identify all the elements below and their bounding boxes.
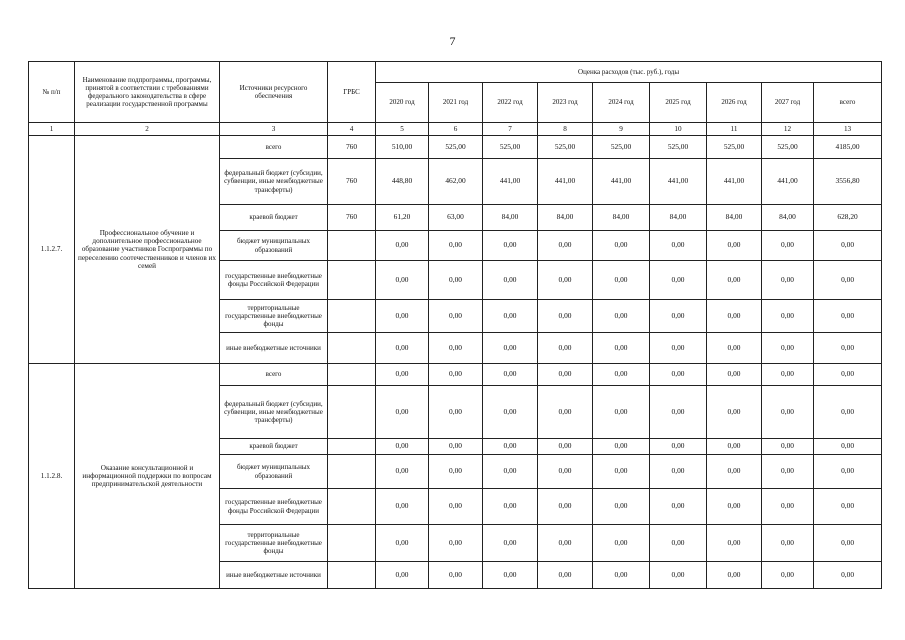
year-value-cell: 441,00 bbox=[483, 159, 538, 205]
year-value-cell: 0,00 bbox=[650, 261, 707, 300]
year-value-cell: 0,00 bbox=[707, 231, 762, 261]
funding-source: иные внебюджетные источники bbox=[220, 562, 328, 589]
year-value-cell: 0,00 bbox=[762, 489, 814, 525]
grbs-code bbox=[328, 439, 376, 455]
table-header bbox=[29, 62, 882, 136]
column-number: 12 bbox=[762, 123, 814, 136]
year-value-cell: 0,00 bbox=[593, 231, 650, 261]
year-value-cell: 441,00 bbox=[593, 159, 650, 205]
grbs-code bbox=[328, 261, 376, 300]
grbs-code bbox=[328, 364, 376, 386]
year-value-cell: 510,00 bbox=[376, 136, 429, 159]
year-value-cell: 0,00 bbox=[762, 455, 814, 489]
year-value-cell: 0,00 bbox=[593, 489, 650, 525]
year-value-cell: 0,00 bbox=[538, 439, 593, 455]
year-value-cell: 0,00 bbox=[429, 489, 483, 525]
total-cell: 0,00 bbox=[814, 525, 882, 562]
year-value-cell: 0,00 bbox=[650, 439, 707, 455]
funding-source: всего bbox=[220, 364, 328, 386]
year-value-cell: 0,00 bbox=[762, 300, 814, 333]
year-value-cell: 0,00 bbox=[483, 300, 538, 333]
year-value-cell: 84,00 bbox=[593, 205, 650, 231]
year-value-cell: 0,00 bbox=[429, 231, 483, 261]
year-value-cell: 0,00 bbox=[538, 300, 593, 333]
total-cell: 0,00 bbox=[814, 231, 882, 261]
year-value-cell: 0,00 bbox=[376, 525, 429, 562]
table-body bbox=[29, 136, 882, 589]
year-value-cell: 0,00 bbox=[650, 489, 707, 525]
year-value-cell: 0,00 bbox=[429, 525, 483, 562]
year-value-cell: 441,00 bbox=[707, 159, 762, 205]
funding-source: федеральный бюджет (субсидии, субвенции, иные межбюджетные трансферты) bbox=[220, 159, 328, 205]
total-cell: 0,00 bbox=[814, 455, 882, 489]
year-value-cell: 0,00 bbox=[376, 231, 429, 261]
year-value-cell: 0,00 bbox=[762, 562, 814, 589]
year-value-cell: 0,00 bbox=[429, 261, 483, 300]
year-value-cell: 0,00 bbox=[376, 300, 429, 333]
total-cell: 0,00 bbox=[814, 439, 882, 455]
year-value-cell: 0,00 bbox=[483, 489, 538, 525]
grbs-code: 760 bbox=[328, 205, 376, 231]
year-value-cell: 448,80 bbox=[376, 159, 429, 205]
table-row bbox=[29, 136, 882, 159]
year-value-cell: 0,00 bbox=[376, 333, 429, 364]
year-value-cell: 0,00 bbox=[762, 525, 814, 562]
item-code: 1.1.2.7. bbox=[29, 136, 75, 364]
header-year: 2026 год bbox=[707, 83, 762, 123]
year-value-cell: 84,00 bbox=[707, 205, 762, 231]
year-value-cell: 61,20 bbox=[376, 205, 429, 231]
total-cell: 4185,00 bbox=[814, 136, 882, 159]
item-name: Профессиональное обучение и дополнительное профессиональное образование участников Госпрограммы по переселению соотечественников и членов их семей bbox=[75, 136, 220, 364]
column-number: 3 bbox=[220, 123, 328, 136]
year-value-cell: 441,00 bbox=[538, 159, 593, 205]
year-value-cell: 0,00 bbox=[650, 455, 707, 489]
column-number: 4 bbox=[328, 123, 376, 136]
grbs-code bbox=[328, 525, 376, 562]
year-value-cell: 0,00 bbox=[707, 300, 762, 333]
funding-source: всего bbox=[220, 136, 328, 159]
year-value-cell: 0,00 bbox=[376, 386, 429, 439]
total-cell: 0,00 bbox=[814, 364, 882, 386]
year-value-cell: 525,00 bbox=[707, 136, 762, 159]
year-value-cell: 0,00 bbox=[762, 364, 814, 386]
year-value-cell: 0,00 bbox=[376, 489, 429, 525]
grbs-code bbox=[328, 562, 376, 589]
funding-source: иные внебюджетные источники bbox=[220, 333, 328, 364]
total-cell: 0,00 bbox=[814, 261, 882, 300]
year-value-cell: 0,00 bbox=[593, 261, 650, 300]
year-value-cell: 0,00 bbox=[483, 439, 538, 455]
year-value-cell: 0,00 bbox=[483, 455, 538, 489]
column-number: 8 bbox=[538, 123, 593, 136]
year-value-cell: 0,00 bbox=[429, 333, 483, 364]
year-value-cell: 0,00 bbox=[650, 333, 707, 364]
total-cell: 0,00 bbox=[814, 489, 882, 525]
grbs-code bbox=[328, 455, 376, 489]
header-year: 2022 год bbox=[483, 83, 538, 123]
year-value-cell: 525,00 bbox=[538, 136, 593, 159]
budget-table bbox=[28, 61, 882, 589]
column-number: 5 bbox=[376, 123, 429, 136]
year-value-cell: 0,00 bbox=[762, 386, 814, 439]
year-value-cell: 0,00 bbox=[707, 333, 762, 364]
year-value-cell: 0,00 bbox=[538, 386, 593, 439]
year-value-cell: 0,00 bbox=[538, 455, 593, 489]
funding-source: государственные внебюджетные фонды Российской Федерации bbox=[220, 489, 328, 525]
year-value-cell: 0,00 bbox=[707, 562, 762, 589]
year-value-cell: 0,00 bbox=[429, 300, 483, 333]
total-cell: 3556,80 bbox=[814, 159, 882, 205]
year-value-cell: 63,00 bbox=[429, 205, 483, 231]
year-value-cell: 0,00 bbox=[483, 386, 538, 439]
year-value-cell: 462,00 bbox=[429, 159, 483, 205]
year-value-cell: 441,00 bbox=[762, 159, 814, 205]
header-num: № п/п bbox=[29, 62, 75, 123]
column-number: 1 bbox=[29, 123, 75, 136]
year-value-cell: 84,00 bbox=[650, 205, 707, 231]
header-grbs: ГРБС bbox=[328, 62, 376, 123]
total-cell: 628,20 bbox=[814, 205, 882, 231]
funding-source: государственные внебюджетные фонды Российской Федерации bbox=[220, 261, 328, 300]
year-value-cell: 0,00 bbox=[593, 300, 650, 333]
funding-source: федеральный бюджет (субсидии, субвенции, иные межбюджетные трансферты) bbox=[220, 386, 328, 439]
table-row bbox=[29, 364, 882, 386]
header-estimate: Оценка расходов (тыс. руб.), годы bbox=[376, 62, 882, 83]
year-value-cell: 0,00 bbox=[707, 489, 762, 525]
year-value-cell: 525,00 bbox=[593, 136, 650, 159]
funding-source: территориальные государственные внебюджетные фонды bbox=[220, 300, 328, 333]
year-value-cell: 84,00 bbox=[483, 205, 538, 231]
year-value-cell: 0,00 bbox=[538, 562, 593, 589]
total-cell: 0,00 bbox=[814, 300, 882, 333]
funding-source: территориальные государственные внебюджетные фонды bbox=[220, 525, 328, 562]
year-value-cell: 0,00 bbox=[538, 261, 593, 300]
year-value-cell: 0,00 bbox=[593, 333, 650, 364]
header-year: 2027 год bbox=[762, 83, 814, 123]
year-value-cell: 0,00 bbox=[650, 562, 707, 589]
year-value-cell: 0,00 bbox=[707, 261, 762, 300]
column-number: 6 bbox=[429, 123, 483, 136]
year-value-cell: 441,00 bbox=[650, 159, 707, 205]
grbs-code bbox=[328, 300, 376, 333]
year-value-cell: 0,00 bbox=[538, 231, 593, 261]
total-cell: 0,00 bbox=[814, 386, 882, 439]
year-value-cell: 0,00 bbox=[650, 300, 707, 333]
year-value-cell: 0,00 bbox=[650, 231, 707, 261]
header-year: 2024 год bbox=[593, 83, 650, 123]
total-cell: 0,00 bbox=[814, 333, 882, 364]
year-value-cell: 0,00 bbox=[376, 439, 429, 455]
header-name: Наименование подпрограммы, программы, принятой в соответствии с требованиями федерального законодательства в сфере реализации государственной программы bbox=[75, 62, 220, 123]
year-value-cell: 525,00 bbox=[429, 136, 483, 159]
year-value-cell: 0,00 bbox=[483, 562, 538, 589]
year-value-cell: 0,00 bbox=[376, 455, 429, 489]
header-sources: Источники ресурсного обеспечения bbox=[220, 62, 328, 123]
page-number: 7 bbox=[449, 34, 456, 48]
year-value-cell: 0,00 bbox=[762, 333, 814, 364]
column-number: 10 bbox=[650, 123, 707, 136]
year-value-cell: 84,00 bbox=[538, 205, 593, 231]
year-value-cell: 0,00 bbox=[593, 562, 650, 589]
year-value-cell: 0,00 bbox=[650, 364, 707, 386]
year-value-cell: 0,00 bbox=[538, 364, 593, 386]
year-value-cell: 0,00 bbox=[429, 439, 483, 455]
year-value-cell: 0,00 bbox=[376, 562, 429, 589]
year-value-cell: 0,00 bbox=[538, 489, 593, 525]
total-cell: 0,00 bbox=[814, 562, 882, 589]
grbs-code bbox=[328, 333, 376, 364]
year-value-cell: 0,00 bbox=[650, 386, 707, 439]
year-value-cell: 0,00 bbox=[376, 261, 429, 300]
year-value-cell: 525,00 bbox=[650, 136, 707, 159]
grbs-code: 760 bbox=[328, 159, 376, 205]
year-value-cell: 84,00 bbox=[762, 205, 814, 231]
grbs-code bbox=[328, 489, 376, 525]
column-number: 2 bbox=[75, 123, 220, 136]
item-code: 1.1.2.8. bbox=[29, 364, 75, 589]
grbs-code bbox=[328, 386, 376, 439]
year-value-cell: 525,00 bbox=[483, 136, 538, 159]
header-year: 2023 год bbox=[538, 83, 593, 123]
year-value-cell: 0,00 bbox=[593, 525, 650, 562]
header-year: 2020 год bbox=[376, 83, 429, 123]
year-value-cell: 0,00 bbox=[429, 562, 483, 589]
header-year: 2025 год bbox=[650, 83, 707, 123]
grbs-code bbox=[328, 231, 376, 261]
year-value-cell: 0,00 bbox=[593, 364, 650, 386]
year-value-cell: 0,00 bbox=[538, 525, 593, 562]
year-value-cell: 0,00 bbox=[762, 231, 814, 261]
year-value-cell: 0,00 bbox=[707, 364, 762, 386]
year-value-cell: 0,00 bbox=[429, 364, 483, 386]
column-number: 9 bbox=[593, 123, 650, 136]
year-value-cell: 0,00 bbox=[707, 386, 762, 439]
year-value-cell: 0,00 bbox=[593, 455, 650, 489]
year-value-cell: 0,00 bbox=[483, 333, 538, 364]
year-value-cell: 0,00 bbox=[483, 525, 538, 562]
funding-source: краевой бюджет bbox=[220, 439, 328, 455]
year-value-cell: 0,00 bbox=[650, 525, 707, 562]
header-total: всего bbox=[814, 83, 882, 123]
year-value-cell: 0,00 bbox=[429, 455, 483, 489]
grbs-code: 760 bbox=[328, 136, 376, 159]
header-year: 2021 год bbox=[429, 83, 483, 123]
year-value-cell: 0,00 bbox=[762, 261, 814, 300]
year-value-cell: 0,00 bbox=[707, 439, 762, 455]
column-number: 13 bbox=[814, 123, 882, 136]
year-value-cell: 0,00 bbox=[762, 439, 814, 455]
funding-source: краевой бюджет bbox=[220, 205, 328, 231]
year-value-cell: 0,00 bbox=[376, 364, 429, 386]
funding-source: бюджет муниципальных образований bbox=[220, 455, 328, 489]
year-value-cell: 0,00 bbox=[707, 525, 762, 562]
year-value-cell: 0,00 bbox=[593, 439, 650, 455]
year-value-cell: 525,00 bbox=[762, 136, 814, 159]
column-number: 11 bbox=[707, 123, 762, 136]
year-value-cell: 0,00 bbox=[538, 333, 593, 364]
item-name: Оказание консультационной и информационной поддержки по вопросам предпринимательской деятельности bbox=[75, 364, 220, 589]
column-number: 7 bbox=[483, 123, 538, 136]
column-numbers-row bbox=[29, 123, 882, 136]
year-value-cell: 0,00 bbox=[429, 386, 483, 439]
year-value-cell: 0,00 bbox=[483, 231, 538, 261]
funding-source: бюджет муниципальных образований bbox=[220, 231, 328, 261]
year-value-cell: 0,00 bbox=[483, 364, 538, 386]
year-value-cell: 0,00 bbox=[483, 261, 538, 300]
year-value-cell: 0,00 bbox=[707, 455, 762, 489]
year-value-cell: 0,00 bbox=[593, 386, 650, 439]
